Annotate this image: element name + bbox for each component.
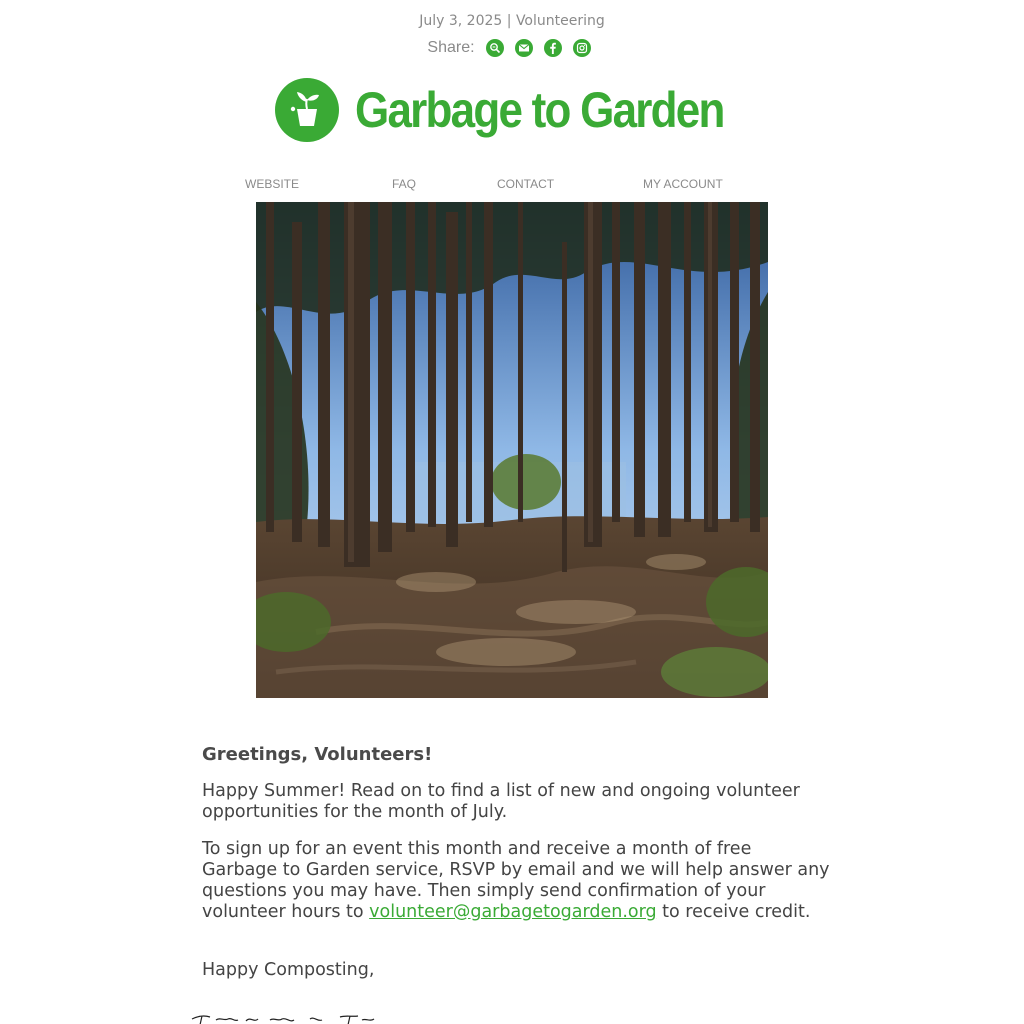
intro-paragraph: Happy Summer! Read on to find a list of new and ongoing volunteer opportunities for the month of July. [202,781,800,822]
volunteer-email-link[interactable]: volunteer@garbagetogarden.org [369,902,657,922]
post-date: July 3, 2025 [419,13,503,29]
signup-text-after: to receive credit. [656,902,811,922]
post-category[interactable]: Volunteering [515,13,605,29]
nav-my-account[interactable]: MY ACCOUNT [643,177,723,191]
plant-pot-icon [275,78,339,142]
signup-text-before: To sign up for an event this month and receive a month of free Garbage to Garden service, RSVP by email and we will help answer any questions you may have. Then simply send confirmation of your volunteer hours to [202,839,830,922]
meta-separator: | [506,13,512,29]
greeting-heading: Greetings, Volunteers! [202,744,433,765]
brand-name: Garbage to Garden [355,82,724,138]
nav-contact[interactable]: CONTACT [497,177,555,191]
email-body [202,744,832,981]
hero-photo [256,202,768,698]
facebook-icon[interactable] [544,39,562,57]
closing-line: Happy Composting, [202,960,375,980]
nav-website[interactable]: WEBSITE [245,177,300,191]
instagram-icon[interactable] [573,39,591,57]
nav-faq[interactable]: FAQ [392,177,417,191]
share-label: Share: [427,39,475,56]
share-bar [0,39,1024,57]
post-meta [0,13,1024,29]
brand-logo[interactable] [275,76,755,144]
email-icon[interactable] [515,39,533,57]
handwritten-signature [190,1010,390,1024]
main-nav [0,177,1024,193]
search-icon[interactable] [486,39,504,57]
signup-paragraph [202,839,832,923]
